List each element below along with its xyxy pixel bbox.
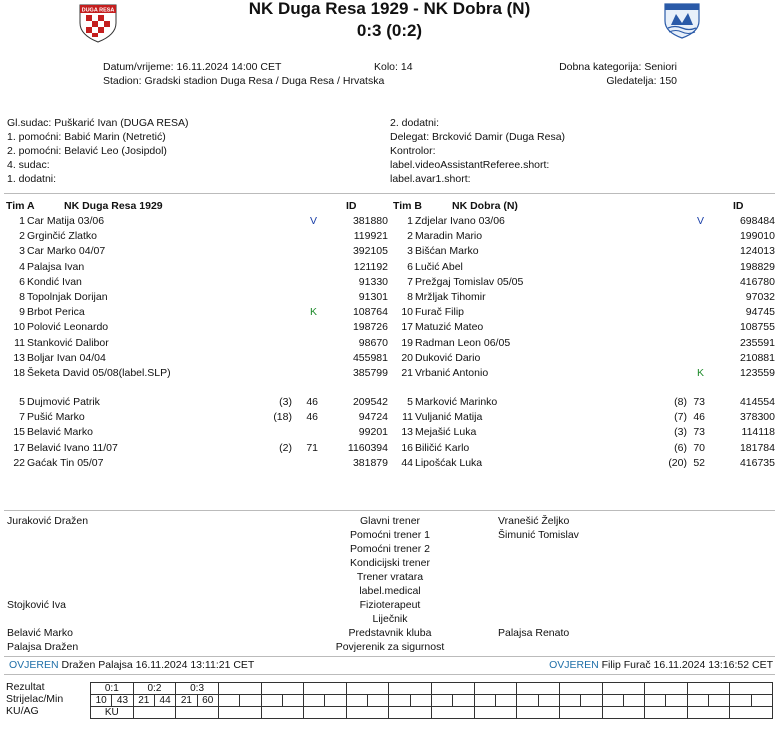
- player-name: Matuzić Mateo: [415, 321, 484, 334]
- team-b-name: NK Dobra (N): [452, 200, 518, 212]
- scorer-cell: 44: [154, 695, 175, 707]
- staff-role: Fizioterapeut: [359, 599, 421, 611]
- player-role-mark: V: [697, 215, 705, 227]
- official-line: 1. pomoćni: Babić Marin (Netretić): [7, 131, 166, 143]
- divider: [4, 193, 775, 194]
- player-name: Lučić Abel: [415, 260, 463, 273]
- player-id: 392105: [352, 245, 388, 258]
- scorer-cell: 60: [197, 695, 218, 707]
- player-number: 6: [19, 275, 25, 288]
- staff-role: Povjerenik za sigurnost: [335, 641, 445, 653]
- scorer-cell: [709, 695, 730, 707]
- result-cell: [474, 683, 517, 695]
- player-name: Stanković Dalibor: [27, 336, 109, 349]
- sub-number: 11: [402, 411, 413, 424]
- sub-replaced: (2): [279, 441, 292, 454]
- verified-badge: OVJEREN: [9, 659, 59, 671]
- scorer-cell: [666, 695, 687, 707]
- sub-name: Mejašić Luka: [415, 426, 477, 439]
- scorer-cell: [751, 695, 772, 707]
- divider: [4, 656, 775, 657]
- kuag-cell: [176, 707, 219, 719]
- kuag-cell: [687, 707, 730, 719]
- result-cell: [602, 683, 645, 695]
- player-name: Brbot Perica: [27, 306, 85, 319]
- player-id: 124013: [739, 245, 775, 258]
- scorer-cell: [559, 695, 580, 707]
- player-number: 3: [19, 245, 25, 258]
- sub-minute: 71: [306, 441, 318, 454]
- result-grid: [90, 682, 773, 719]
- player-id: 210881: [739, 351, 775, 364]
- player-id: 108764: [352, 306, 388, 319]
- kuag-cell: [261, 707, 304, 719]
- scorer-cell: [581, 695, 602, 707]
- team-a-label: Tim A: [6, 200, 35, 212]
- official-line: Kontrolor:: [390, 145, 436, 157]
- result-cell: [261, 683, 304, 695]
- sub-minute: 73: [693, 396, 705, 408]
- scorer-cell: [282, 695, 303, 707]
- verification-home: [9, 658, 254, 673]
- player-name: Grginčić Zlatko: [27, 230, 98, 243]
- scorer-cell: [304, 695, 325, 707]
- sub-number: 13: [401, 426, 413, 439]
- sub-number: 5: [19, 396, 25, 408]
- player-id: 94745: [745, 306, 775, 319]
- result-cell: [346, 683, 389, 695]
- kuag-cell: [133, 707, 176, 719]
- scorer-cell: [687, 695, 708, 707]
- sub-number: 5: [407, 396, 413, 408]
- scorer-cell: [389, 695, 410, 707]
- sub-id: 99201: [358, 426, 388, 439]
- scorer-cell: [474, 695, 495, 707]
- player-id: 91330: [358, 275, 388, 288]
- staff-home: Stojković Iva: [7, 599, 66, 611]
- sub-id: 378300: [739, 411, 775, 424]
- result-cell: [645, 683, 688, 695]
- kuag-cell: [432, 707, 475, 719]
- player-name: Palajsa Ivan: [27, 260, 85, 273]
- sub-name: Pušić Marko: [27, 411, 85, 424]
- player-name: Topolnjak Dorijan: [27, 291, 108, 303]
- match-spectators: Gledatelja: 150: [606, 75, 677, 87]
- scorer-cell: [602, 695, 623, 707]
- team-a-id-header: ID: [346, 200, 357, 212]
- player-number: 17: [401, 321, 413, 334]
- sub-replaced: (8): [674, 396, 687, 408]
- result-cell: [218, 683, 261, 695]
- match-score: 0:3 (0:2): [356, 21, 423, 40]
- result-cell: 0:2: [133, 683, 176, 695]
- verification-text: Filip Furač 16.11.2024 13:16:52 CET: [601, 659, 773, 671]
- scorer-cell: [538, 695, 559, 707]
- player-name: Kondić Ivan: [27, 275, 82, 288]
- player-id: 121192: [353, 260, 388, 273]
- player-id: 98670: [358, 336, 388, 349]
- player-number: 2: [407, 230, 413, 243]
- player-name: Bišćan Marko: [415, 245, 479, 258]
- official-line: 1. dodatni:: [7, 173, 57, 185]
- result-label: Rezultat: [6, 681, 45, 693]
- divider: [4, 674, 775, 675]
- scorer-cell: [261, 695, 282, 707]
- divider: [4, 510, 775, 511]
- sub-minute: 46: [693, 411, 705, 424]
- staff-home: Palajsa Dražen: [7, 641, 79, 653]
- sub-number: 22: [13, 456, 25, 469]
- staff-away: Palajsa Renato: [498, 627, 570, 639]
- player-id: 381880: [352, 215, 388, 227]
- player-number: 20: [401, 351, 413, 364]
- player-number: 10: [401, 306, 413, 319]
- scorer-cell: 21: [176, 695, 197, 707]
- sub-name: Belavić Marko: [27, 426, 93, 439]
- sub-minute: 73: [693, 426, 705, 439]
- player-number: 21: [401, 367, 413, 379]
- staff-role: Kondicijski trener: [350, 557, 430, 569]
- result-grid-row: [91, 707, 773, 719]
- player-number: 6: [407, 260, 413, 273]
- staff-role: Trener vratara: [356, 571, 424, 583]
- staff-role: label.medical: [359, 585, 421, 597]
- sub-replaced: (3): [674, 426, 687, 439]
- player-number: 1: [19, 215, 25, 227]
- official-line: 2. dodatni:: [390, 117, 440, 129]
- player-name: Mržljak Tihomir: [415, 291, 486, 303]
- sub-id: 416735: [739, 456, 775, 469]
- result-grid-row: [91, 683, 773, 695]
- scorer-cell: [645, 695, 666, 707]
- staff-role: Predstavnik kluba: [348, 627, 432, 639]
- sub-name: Lipošćak Luka: [415, 456, 483, 469]
- player-id: 198726: [352, 321, 388, 334]
- scorer-cell: [730, 695, 751, 707]
- player-name: Boljar Ivan 04/04: [27, 351, 106, 364]
- player-id: 91301: [358, 291, 388, 303]
- sub-number: 7: [19, 411, 25, 424]
- scorer-cell: [368, 695, 389, 707]
- player-name: Zdjelar Ivano 03/06: [415, 215, 505, 227]
- player-id: 119921: [353, 230, 388, 243]
- player-id: 385799: [352, 367, 388, 379]
- match-title: NK Duga Resa 1929 - NK Dobra (N): [248, 0, 531, 18]
- scorer-label: Strijelac/Min: [6, 693, 64, 705]
- match-stadium: Stadion: Gradski stadion Duga Resa / Duga Resa / Hrvatska: [103, 75, 385, 87]
- sub-number: 15: [13, 426, 25, 439]
- scorer-cell: [346, 695, 367, 707]
- kuag-cell: [346, 707, 389, 719]
- player-number: 11: [14, 336, 25, 349]
- player-number: 18: [13, 367, 25, 379]
- verified-badge: OVJEREN: [549, 659, 599, 671]
- scorer-cell: [325, 695, 346, 707]
- sub-id: 381879: [352, 456, 388, 469]
- kuag-cell: [645, 707, 688, 719]
- sub-replaced: (7): [674, 411, 687, 424]
- result-cell: [730, 683, 773, 695]
- kuag-cell: KU: [91, 707, 134, 719]
- player-name: Maradin Mario: [415, 230, 483, 243]
- player-number: 2: [19, 230, 25, 243]
- sub-id: 1160394: [347, 441, 388, 454]
- player-id: 455981: [352, 351, 388, 364]
- kuag-cell: [602, 707, 645, 719]
- result-cell: 0:3: [176, 683, 219, 695]
- scorer-cell: 21: [133, 695, 154, 707]
- player-name: Furač Filip: [415, 306, 465, 319]
- scorer-cell: [432, 695, 453, 707]
- scorer-cell: [410, 695, 431, 707]
- player-number: 13: [13, 351, 25, 364]
- scorer-cell: [453, 695, 474, 707]
- scorer-cell: [517, 695, 538, 707]
- sub-minute: 52: [693, 456, 705, 469]
- player-id: 97032: [745, 291, 775, 303]
- scorer-cell: [495, 695, 516, 707]
- player-name: Šeketa David 05/08(label.SLP): [27, 367, 171, 379]
- sub-id: 414554: [739, 396, 775, 408]
- player-number: 10: [13, 321, 25, 334]
- scorer-cell: 10: [91, 695, 112, 707]
- sub-replaced: (3): [279, 396, 292, 408]
- player-name: Polović Leonardo: [27, 321, 109, 334]
- sub-replaced: (6): [674, 441, 687, 454]
- verification-away: [549, 658, 773, 673]
- sub-number: 16: [401, 441, 413, 454]
- player-number: 9: [19, 306, 25, 319]
- player-role-mark: V: [310, 215, 318, 227]
- sub-name: Gaćak Tin 05/07: [27, 456, 104, 469]
- team-a-name: NK Duga Resa 1929: [64, 200, 163, 212]
- player-number: 3: [407, 245, 413, 258]
- sub-name: Vuljanić Matija: [415, 411, 483, 424]
- player-id: 416780: [739, 275, 775, 288]
- result-grid-row: [91, 695, 773, 707]
- staff-role: Pomoćni trener 2: [350, 543, 430, 555]
- sub-minute: 46: [306, 411, 318, 424]
- kuag-label: KU/AG: [6, 705, 39, 717]
- scorer-cell: 43: [112, 695, 133, 707]
- sub-id: 181784: [739, 441, 775, 454]
- player-name: Duković Dario: [415, 351, 481, 364]
- result-cell: [559, 683, 602, 695]
- player-id: 198829: [739, 260, 775, 273]
- player-id: 108755: [739, 321, 775, 334]
- official-line: label.videoAssistantReferee.short:: [390, 159, 550, 171]
- official-line: label.avar1.short:: [390, 173, 471, 185]
- official-line: Delegat: Brcković Damir (Duga Resa): [390, 131, 566, 143]
- svg-text:DUGA RESA: DUGA RESA: [81, 7, 115, 14]
- sub-name: Marković Marinko: [415, 396, 498, 408]
- player-number: 4: [19, 260, 25, 273]
- kuag-cell: [517, 707, 560, 719]
- player-number: 7: [407, 275, 413, 288]
- player-id: 199010: [739, 230, 775, 243]
- result-cell: [517, 683, 560, 695]
- sub-minute: 70: [693, 441, 705, 454]
- kuag-cell: [730, 707, 773, 719]
- sub-number: 17: [13, 441, 25, 454]
- scorer-cell: [218, 695, 239, 707]
- player-number: 8: [407, 291, 413, 303]
- official-line: 4. sudac:: [7, 159, 50, 171]
- player-number: 1: [407, 215, 413, 227]
- sub-id: 114118: [741, 426, 775, 439]
- staff-home: Juraković Dražen: [7, 515, 89, 527]
- staff-role: Glavni trener: [359, 515, 421, 527]
- result-cell: [304, 683, 347, 695]
- player-number: 19: [401, 336, 413, 349]
- sub-number: 44: [401, 456, 413, 469]
- sub-name: Belavić Ivano 11/07: [27, 441, 118, 454]
- result-cell: [687, 683, 730, 695]
- player-name: Car Matija 03/06: [27, 215, 105, 227]
- sub-id: 209542: [352, 396, 388, 408]
- scorer-cell: [623, 695, 644, 707]
- result-cell: [432, 683, 475, 695]
- player-id: 123559: [739, 367, 775, 379]
- result-cell: 0:1: [91, 683, 134, 695]
- match-datetime: Datum/vrijeme: 16.11.2024 14:00 CET: [103, 61, 282, 73]
- staff-role: Liječnik: [372, 613, 408, 625]
- kuag-cell: [218, 707, 261, 719]
- player-role-mark: K: [310, 306, 318, 319]
- player-name: Car Marko 04/07: [27, 245, 106, 258]
- staff-away: Šimunić Tomislav: [498, 529, 579, 541]
- player-id: 235591: [739, 336, 775, 349]
- match-round: Kolo: 14: [374, 61, 413, 73]
- kuag-cell: [304, 707, 347, 719]
- official-line: Gl.sudac: Puškarić Ivan (DUGA RESA): [7, 117, 189, 129]
- player-role-mark: K: [697, 367, 705, 379]
- team-b-id-header: ID: [733, 200, 744, 212]
- verification-text: Dražen Palajsa 16.11.2024 13:11:21 CET: [61, 659, 255, 671]
- player-id: 698484: [739, 215, 775, 227]
- sub-name: Biličić Karlo: [415, 441, 470, 454]
- player-name: Vrbanić Antonio: [415, 367, 489, 379]
- result-labels: [6, 681, 63, 717]
- player-name: Radman Leon 06/05: [415, 336, 511, 349]
- officials-right: [390, 116, 565, 186]
- result-cell: [389, 683, 432, 695]
- sub-id: 94724: [358, 411, 388, 424]
- sub-name: Dujmović Patrik: [27, 396, 100, 408]
- team-b-label: Tim B: [393, 200, 422, 212]
- officials-left: [7, 116, 188, 186]
- staff-role: Pomoćni trener 1: [350, 529, 430, 541]
- sub-minute: 46: [306, 396, 318, 408]
- kuag-cell: [559, 707, 602, 719]
- official-line: 2. pomoćni: Belavić Leo (Josipdol): [7, 145, 167, 157]
- sub-replaced: (20): [668, 456, 687, 469]
- player-name: Prežgaj Tomislav 05/05: [415, 275, 524, 288]
- kuag-cell: [389, 707, 432, 719]
- scorer-cell: [240, 695, 261, 707]
- match-category: Dobna kategorija: Seniori: [559, 61, 677, 73]
- sub-replaced: (18): [273, 411, 292, 424]
- player-number: 8: [19, 291, 25, 303]
- kuag-cell: [474, 707, 517, 719]
- staff-away: Vranešić Željko: [498, 515, 570, 527]
- staff-home: Belavić Marko: [7, 627, 73, 639]
